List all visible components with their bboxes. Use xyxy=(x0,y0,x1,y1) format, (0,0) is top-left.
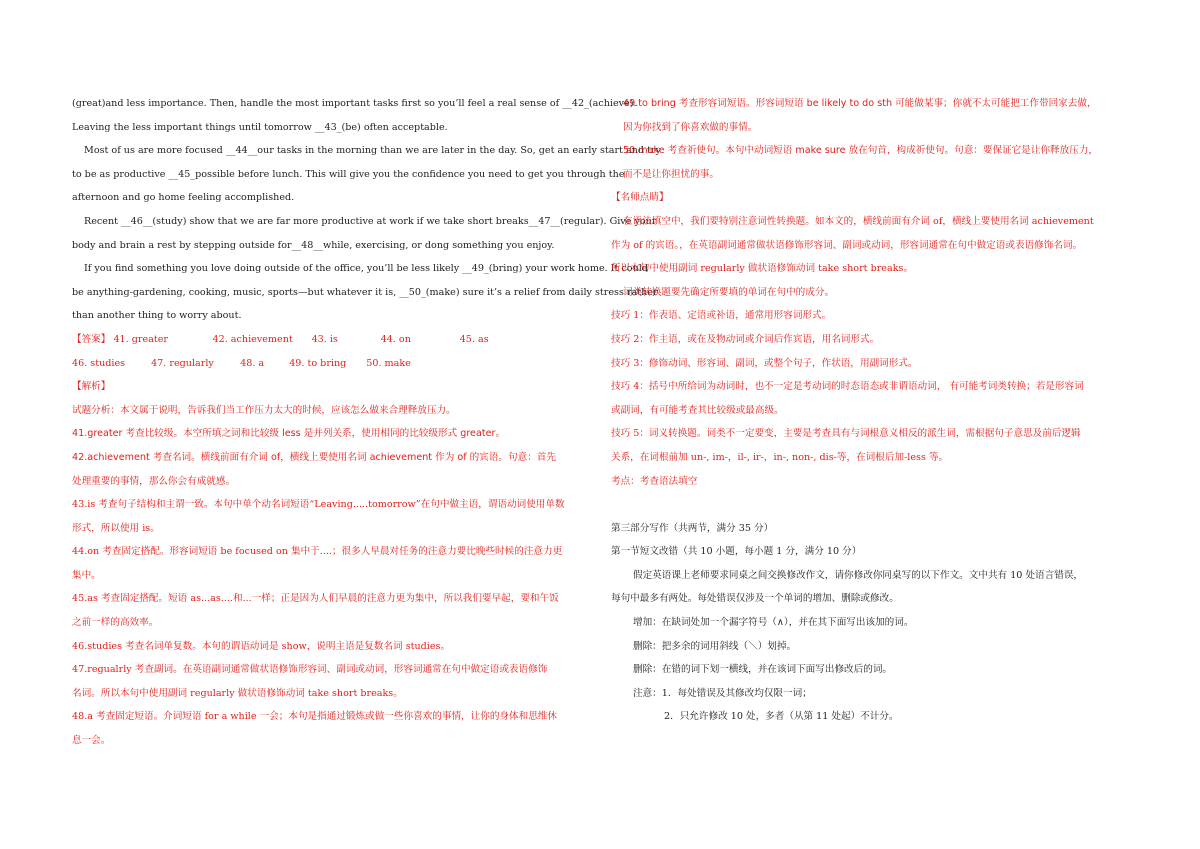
passage-line: Leaving the less important things until tomorrow __43_(be) often acceptable. xyxy=(72,121,448,133)
analysis-line: 46.studies 考查名词单复数。本句的谓语动词是 show，说明主语是复数名词 studies。 xyxy=(72,640,451,652)
analysis-line: 50.make 考查祈使句。本句中动词短语 make sure 放在句首，构成祈使句。句意：要保证它是让你释放压力， xyxy=(623,145,1099,157)
passage-line: than another thing to worry about. xyxy=(72,310,242,322)
passage-line: be anything-gardening, cooking, music, sports—but whatever it is, __50_(make) sure it’s a relief from daily stress rather xyxy=(72,286,658,298)
tips-line: 关系，在词根前加 un-, im-，il-, ir-，in-, non-, dis-等，在词根后加-less 等。 xyxy=(611,451,949,463)
analysis-line: 41.greater 考查比较级。本空所填之词和比较级 less 是并列关系，使用相同的比较级形式 greater。 xyxy=(72,428,506,440)
section-subtitle: 第一节短文改错（共 10 小题，每小题 1 分，满分 10 分） xyxy=(611,546,862,558)
answer-item: 46. studies xyxy=(72,357,126,369)
tips-line: 技巧 1：作表语、定语或补语，通常用形容词形式。 xyxy=(611,310,832,322)
analysis-line: 49.to bring 考查形容词短语。形容词短语 be likely to do sth 可能做某事；你就不太可能把工作带回家去做， xyxy=(623,98,1097,109)
analysis-line: 之前一样的高效率。 xyxy=(72,617,159,629)
analysis-line: 44.on 考查固定搭配。形容词短语 be focused on 集中于....；很多人早晨对任务的注意力要比晚些时候的注意力更 xyxy=(72,546,563,558)
passage-line: body and brain a rest by stepping outside for__48__while, exercising, or dong something you enjoy. xyxy=(72,239,555,251)
analysis-line: 息一会。 xyxy=(72,735,111,747)
analysis-line: 43.is 考查句子结构和主谓一致。本句中单个动名词短语“Leaving.....tomorrow”在句中做主语，谓语动词使用单数 xyxy=(72,499,565,511)
analysis-line: 42.achievement 考查名词。横线前面有介词 of，横线上要使用名词 achievement 作为 of 的宾语。句意：首先 xyxy=(72,451,556,463)
instruction-line: 删除：在错的词下划一横线，并在该词下面写出修改后的词。 xyxy=(633,664,893,676)
tips-line: 或副词，有可能考查其比较级或最高级。 xyxy=(611,404,784,416)
passage-line: (great)and less importance. Then, handle the most important tasks first so you’ll feel a real sense of __42_(achieve). xyxy=(72,98,637,109)
analysis-heading: 【解析】 xyxy=(72,381,111,393)
passage-line: Recent __46__(study) show that we are far more productive at work if we take short breaks__47__(regular). Give your xyxy=(84,215,657,227)
answer-label: 【答案】 xyxy=(72,333,111,345)
spacer xyxy=(611,493,1129,517)
answer-item: 42. achievement xyxy=(212,333,293,345)
analysis-line: 45.as 考查固定搭配。短语 as...as....和...一样；正是因为人们早晨的注意力更为集中，所以我们要早起，要和午饭 xyxy=(72,593,559,605)
answer-item: 49. to bring xyxy=(289,357,347,369)
passage-line: afternoon and go home feeling accomplished. xyxy=(72,192,295,204)
answer-item: 44. on xyxy=(380,333,411,345)
tips-line: 作为 of 的宾语。，在英语副词通常做状语修饰形容词、副词或动词，形容词通常在句中做定语或表语修饰名词。 xyxy=(611,239,1083,251)
tips-heading: 【名师点睛】 xyxy=(611,192,669,204)
answer-item: 47. regularly xyxy=(151,357,214,369)
answers-row-2 xyxy=(72,352,590,376)
analysis-line: 形式，所以使用 is。 xyxy=(72,522,160,534)
answer-item: 43. is xyxy=(311,333,338,345)
instruction-line: 删除：把多余的词用斜线（＼）划掉。 xyxy=(633,640,797,652)
analysis-line: 试题分析：本文属于说明，告诉我们当工作压力太大的时候，应该怎么做来合理释放压力。 xyxy=(72,404,456,416)
answer-item: 45. as xyxy=(459,333,489,345)
tips-line: 所以本句中使用副词 regularly 做状语修饰动词 take short breaks。 xyxy=(611,263,914,275)
tips-line: 技巧 4：括号中所给词为动词时，也不一定是考动词的时态语态或非谓语动词， 有可能考词类转换；若是形容词 xyxy=(611,381,1084,393)
analysis-line: 因为你找到了你喜欢做的事情。 xyxy=(623,121,758,133)
analysis-line: 处理重要的事情，那么你会有成就感。 xyxy=(72,475,236,487)
answers-row-1 xyxy=(72,328,590,352)
instruction-line: 假定英语课上老师要求同桌之间交换修改作文，请你修改你同桌写的以下作文。文中共有 10 处语言错误， xyxy=(633,569,1084,581)
answer-item: 50. make xyxy=(366,357,411,369)
passage-line: to be as productive __45_possible before lunch. This will give you the confidence you need to get you through the xyxy=(72,168,625,180)
analysis-line: 名词。所以本句中使用副词 regularly 做状语修饰动词 take short breaks。 xyxy=(72,687,403,699)
tips-line: 技巧 2：作主语，或在及物动词或介词后作宾语，用名词形式。 xyxy=(611,333,880,345)
tips-line: 考点：考查语法填空 xyxy=(611,475,698,487)
answer-item: 48. a xyxy=(240,357,265,369)
tips-line: 词类转换题要先确定所要填的单词在句中的成分。 xyxy=(623,286,835,298)
instruction-line: 注意：1．每处错误及其修改均仅限一词； xyxy=(633,687,812,699)
tips-line: 在语法填空中，我们要特别注意词性转换题。如本文的，横线前面有介词 of，横线上要使用名词 achievement xyxy=(623,215,1094,227)
analysis-line: 集中。 xyxy=(72,569,101,581)
tips-line: 技巧 5：词义转换题。词类不一定要变，主要是考查具有与词根意义相反的派生词，需根据句子意思及前后逻辑 xyxy=(611,428,1081,440)
analysis-line: 47.regualrly 考查副词。在英语副词通常做状语修饰形容词、副词或动词，形容词通常在句中做定语或表语修饰 xyxy=(72,664,548,676)
instruction-line: 2．只允许修改 10 处，多者（从第 11 处起）不计分。 xyxy=(664,711,899,723)
answer-item: 41. greater xyxy=(113,333,168,345)
passage-line: Most of us are more focused __44__our tasks in the morning than we are later in the day. So, get an early start and try xyxy=(84,145,661,157)
instruction-line: 每句中最多有两处。每处错误仅涉及一个单词的增加、删除或修改。 xyxy=(611,593,899,605)
analysis-line: 48.a 考查固定短语。介词短语 for a while 一会；本句是指通过锻炼或做一些你喜欢的事情，让你的身体和思维休 xyxy=(72,711,557,723)
tips-line: 技巧 3：修饰动词、形容词、副词，或整个句子，作状语，用副词形式。 xyxy=(611,357,918,369)
analysis-line: 而不是让你担忧的事。 xyxy=(623,168,719,180)
right-column xyxy=(611,92,1129,729)
passage-line: If you find something you love doing outside of the office, you’ll be less likely __49_(bring) your work home. It could xyxy=(84,263,648,275)
instruction-line: 增加：在缺词处加一个漏字符号（∧），并在其下面写出该加的词。 xyxy=(633,617,914,629)
section-title: 第三部分写作（共两节，满分 35 分） xyxy=(611,522,774,534)
